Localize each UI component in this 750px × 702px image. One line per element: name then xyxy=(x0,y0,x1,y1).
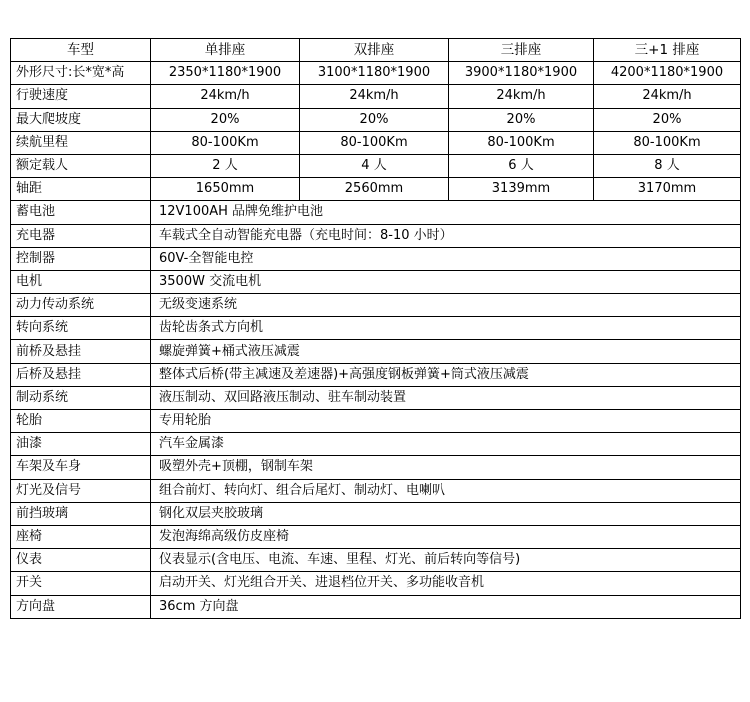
spec-row-shared-value: 车载式全自动智能充电器（充电时间：8-10 小时） xyxy=(151,224,741,247)
spec-row-value: 8 人 xyxy=(594,154,741,177)
spec-row-label: 电机 xyxy=(11,270,151,293)
spec-row-value: 2560mm xyxy=(300,178,449,201)
spec-row-value: 20% xyxy=(594,108,741,131)
spec-row-shared-value: 12V100AH 品牌免维护电池 xyxy=(151,201,741,224)
spec-row-label: 灯光及信号 xyxy=(11,479,151,502)
spec-row-shared-value: 钢化双层夹胶玻璃 xyxy=(151,502,741,525)
spec-row-value: 20% xyxy=(449,108,594,131)
spec-table-body xyxy=(11,39,741,619)
spec-row-value: 2350*1180*1900 xyxy=(151,62,300,85)
spec-row xyxy=(11,294,741,317)
spec-table xyxy=(10,38,741,619)
spec-row-value: 24km/h xyxy=(151,85,300,108)
spec-row-shared-value: 组合前灯、转向灯、组合后尾灯、制动灯、电喇叭 xyxy=(151,479,741,502)
spec-row-label: 蓄电池 xyxy=(11,201,151,224)
spec-row xyxy=(11,456,741,479)
spec-row xyxy=(11,108,741,131)
spec-row-label: 动力传动系统 xyxy=(11,294,151,317)
spec-row-value: 3170mm xyxy=(594,178,741,201)
spec-row xyxy=(11,363,741,386)
spec-row xyxy=(11,479,741,502)
spec-row-value: 24km/h xyxy=(300,85,449,108)
spec-row xyxy=(11,525,741,548)
header-model-3: 三排座 xyxy=(449,39,594,62)
spec-row-label: 车架及车身 xyxy=(11,456,151,479)
spec-row-shared-value: 吸塑外壳+顶棚，钢制车架 xyxy=(151,456,741,479)
spec-row-value: 3900*1180*1900 xyxy=(449,62,594,85)
spec-row-label: 续航里程 xyxy=(11,131,151,154)
spec-row-value: 3100*1180*1900 xyxy=(300,62,449,85)
spec-row xyxy=(11,386,741,409)
spec-row-label: 转向系统 xyxy=(11,317,151,340)
spec-row xyxy=(11,595,741,618)
spec-row-label: 前挡玻璃 xyxy=(11,502,151,525)
spec-row-label: 油漆 xyxy=(11,433,151,456)
spec-row-shared-value: 汽车金属漆 xyxy=(151,433,741,456)
spec-row xyxy=(11,270,741,293)
spec-row-shared-value: 齿轮齿条式方向机 xyxy=(151,317,741,340)
spec-row-label: 方向盘 xyxy=(11,595,151,618)
spec-row-shared-value: 液压制动、双回路液压制动、驻车制动装置 xyxy=(151,386,741,409)
spec-row xyxy=(11,247,741,270)
spec-row-shared-value: 36cm 方向盘 xyxy=(151,595,741,618)
spec-row xyxy=(11,224,741,247)
spec-row-shared-value: 启动开关、灯光组合开关、进退档位开关、多功能收音机 xyxy=(151,572,741,595)
spec-row-label: 仪表 xyxy=(11,549,151,572)
spec-row-label: 行驶速度 xyxy=(11,85,151,108)
header-label: 车型 xyxy=(11,39,151,62)
header-model-1: 单排座 xyxy=(151,39,300,62)
spec-row-shared-value: 60V-全智能电控 xyxy=(151,247,741,270)
spec-row xyxy=(11,340,741,363)
spec-row-label: 额定载人 xyxy=(11,154,151,177)
spec-row-value: 4 人 xyxy=(300,154,449,177)
spec-row-value: 80-100Km xyxy=(449,131,594,154)
spec-row-shared-value: 3500W 交流电机 xyxy=(151,270,741,293)
spec-row-value: 6 人 xyxy=(449,154,594,177)
spec-row xyxy=(11,572,741,595)
spec-row xyxy=(11,317,741,340)
spec-row xyxy=(11,433,741,456)
spec-row xyxy=(11,62,741,85)
spec-row-label: 控制器 xyxy=(11,247,151,270)
spec-row-value: 2 人 xyxy=(151,154,300,177)
spec-row-value: 80-100Km xyxy=(594,131,741,154)
spec-row-shared-value: 无级变速系统 xyxy=(151,294,741,317)
spec-row-label: 轮胎 xyxy=(11,410,151,433)
spec-row-value: 4200*1180*1900 xyxy=(594,62,741,85)
spec-row-label: 座椅 xyxy=(11,525,151,548)
spec-row-label: 制动系统 xyxy=(11,386,151,409)
spec-row-value: 24km/h xyxy=(594,85,741,108)
header-model-2: 双排座 xyxy=(300,39,449,62)
spec-row xyxy=(11,154,741,177)
spec-row-value: 20% xyxy=(300,108,449,131)
spec-row xyxy=(11,131,741,154)
spec-row xyxy=(11,410,741,433)
spec-row-label: 后桥及悬挂 xyxy=(11,363,151,386)
spec-row-label: 开关 xyxy=(11,572,151,595)
spec-row-value: 20% xyxy=(151,108,300,131)
spec-row-shared-value: 发泡海绵高级仿皮座椅 xyxy=(151,525,741,548)
spec-row xyxy=(11,502,741,525)
spec-row-value: 1650mm xyxy=(151,178,300,201)
spec-row-shared-value: 整体式后桥(带主减速及差速器)+高强度钢板弹簧+筒式液压减震 xyxy=(151,363,741,386)
spec-row-label: 充电器 xyxy=(11,224,151,247)
spec-row-shared-value: 仪表显示(含电压、电流、车速、里程、灯光、前后转向等信号) xyxy=(151,549,741,572)
header-row xyxy=(11,39,741,62)
spec-row xyxy=(11,85,741,108)
header-model-4: 三+1 排座 xyxy=(594,39,741,62)
spec-row xyxy=(11,549,741,572)
spec-row-label: 外形尺寸:长*宽*高 xyxy=(11,62,151,85)
spec-row-label: 最大爬坡度 xyxy=(11,108,151,131)
spec-row-value: 24km/h xyxy=(449,85,594,108)
spec-row-value: 80-100Km xyxy=(151,131,300,154)
spec-row-value: 3139mm xyxy=(449,178,594,201)
spec-row-label: 轴距 xyxy=(11,178,151,201)
spec-row-shared-value: 专用轮胎 xyxy=(151,410,741,433)
spec-row xyxy=(11,201,741,224)
spec-row xyxy=(11,178,741,201)
spec-row-shared-value: 螺旋弹簧+桶式液压减震 xyxy=(151,340,741,363)
spec-row-value: 80-100Km xyxy=(300,131,449,154)
spec-row-label: 前桥及悬挂 xyxy=(11,340,151,363)
